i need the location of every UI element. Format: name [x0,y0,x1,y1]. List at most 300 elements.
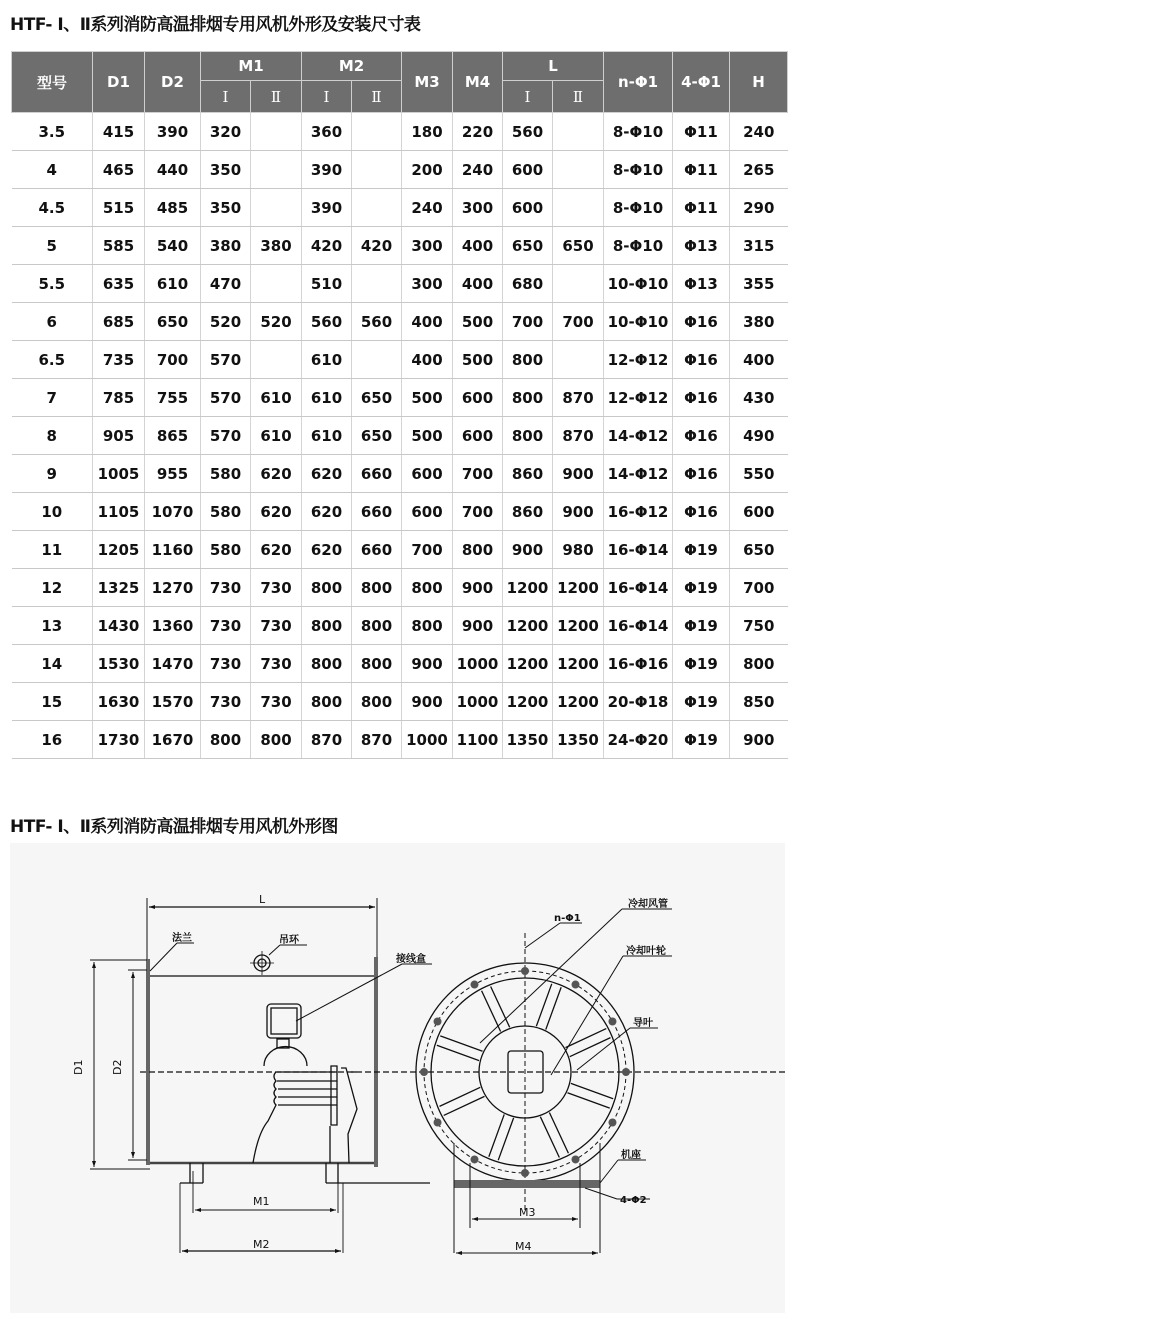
table-cell: 355 [730,265,788,303]
table-cell: 860 [503,455,553,493]
table-cell: 800 [352,645,402,683]
table-cell: 900 [553,493,604,531]
table-cell: 440 [145,151,201,189]
table-cell: 570 [201,379,251,417]
table-cell: 650 [352,417,402,455]
table-cell: 800 [352,569,402,607]
table-cell: 350 [201,151,251,189]
table-cell: 735 [93,341,145,379]
header-m1: M1 [201,52,302,81]
table-cell [553,341,604,379]
table-cell: 380 [201,227,251,265]
table-cell [553,113,604,151]
bolt-hole [608,1018,616,1026]
table-cell: 620 [302,455,352,493]
table-cell: 220 [453,113,503,151]
table-cell: 14-Φ12 [604,455,673,493]
table-cell: 660 [352,493,402,531]
table-cell: 200 [402,151,453,189]
table-cell: 800 [730,645,788,683]
table-cell: 1000 [402,721,453,759]
table-cell: 1325 [93,569,145,607]
header-4-phi1: 4-Φ1 [673,52,730,113]
table-cell: 1200 [553,645,604,683]
dim-label-d2: D2 [111,1059,124,1075]
table-cell: Φ11 [673,113,730,151]
table-cell: 800 [302,645,352,683]
table-cell [553,265,604,303]
table-cell: 660 [352,531,402,569]
header-m2-ii: Ⅱ [352,81,402,113]
table-cell: Φ11 [673,151,730,189]
bolt-hole [434,1018,442,1026]
table-cell: 16-Φ14 [604,531,673,569]
side-view [90,898,785,1253]
table-cell [352,151,402,189]
table-cell: 730 [251,607,302,645]
table-cell: 240 [402,189,453,227]
guide-vane-line [482,991,501,1032]
table-row [12,455,788,493]
table-cell: 800 [503,379,553,417]
table-cell: 870 [553,379,604,417]
table-cell: 8-Φ10 [604,189,673,227]
table-cell: 800 [402,607,453,645]
table-cell: 800 [251,721,302,759]
table-cell: 1105 [93,493,145,531]
dim-label-m4: M4 [515,1240,532,1253]
table-cell: 600 [453,379,503,417]
table-cell: 585 [93,227,145,265]
label-n-phi1: n-Φ1 [554,913,581,924]
table-cell: 560 [503,113,553,151]
table-cell: 580 [201,531,251,569]
table-cell: 900 [503,531,553,569]
header-d1: D1 [93,52,145,113]
table-cell: 730 [201,607,251,645]
table-cell: 620 [302,493,352,531]
guide-vane-line [549,1112,568,1153]
table-cell: 1470 [145,645,201,683]
table-cell: 180 [402,113,453,151]
header-n-phi1: n-Φ1 [604,52,673,113]
table-cell: 860 [503,493,553,531]
guide-vane-line [444,1096,485,1115]
table-cell: 1270 [145,569,201,607]
table-cell: 700 [453,455,503,493]
table-cell: 700 [503,303,553,341]
table-cell: 390 [145,113,201,151]
table-cell: Φ13 [673,227,730,265]
table-cell: 520 [201,303,251,341]
table-cell: Φ16 [673,417,730,455]
table-cell: 610 [302,417,352,455]
table-cell: 560 [352,303,402,341]
table-cell: 500 [453,341,503,379]
table-cell: 8-Φ10 [604,113,673,151]
table-cell [553,151,604,189]
table-cell: 1670 [145,721,201,759]
table-cell: 16-Φ14 [604,607,673,645]
table-cell: 800 [352,607,402,645]
table-cell: Φ16 [673,379,730,417]
table-cell: 755 [145,379,201,417]
table-cell: 700 [453,493,503,531]
table-title: HTF- Ⅰ、Ⅱ系列消防高温排烟专用风机外形及安装尺寸表 [10,15,421,35]
table-cell: 730 [251,683,302,721]
cell-model: 7 [12,379,93,417]
table-cell: 580 [201,493,251,531]
table-cell: 730 [201,569,251,607]
table-cell: 500 [453,303,503,341]
table-cell: 400 [402,303,453,341]
table-cell: 600 [730,493,788,531]
table-cell: 510 [302,265,352,303]
header-d2: D2 [145,52,201,113]
table-cell: 650 [145,303,201,341]
table-cell: 570 [201,341,251,379]
guide-vane-line [540,1117,559,1158]
table-cell: 620 [251,455,302,493]
table-row [12,189,788,227]
table-cell: 560 [302,303,352,341]
table-cell: 900 [402,683,453,721]
table-cell: 905 [93,417,145,455]
header-l-ii: Ⅱ [553,81,604,113]
table-cell: Φ13 [673,265,730,303]
table-cell [251,151,302,189]
table-cell: 240 [730,113,788,151]
table-cell: 570 [201,417,251,455]
table-cell: 865 [145,417,201,455]
table-cell: 610 [251,417,302,455]
fan-outline-drawing [10,843,785,1313]
table-cell: 1160 [145,531,201,569]
drawing-canvas [10,843,785,1313]
table-cell: 700 [553,303,604,341]
table-cell: 1630 [93,683,145,721]
table-row [12,721,788,759]
table-row [12,227,788,265]
table-cell [553,189,604,227]
table-cell: 1000 [453,645,503,683]
table-cell: 240 [453,151,503,189]
table-cell: 1200 [553,683,604,721]
table-cell: 14-Φ12 [604,417,673,455]
table-cell: 470 [201,265,251,303]
table-cell: 400 [453,265,503,303]
table-cell: 8-Φ10 [604,151,673,189]
cell-model: 15 [12,683,93,721]
table-cell: 900 [453,607,503,645]
label-junction-box: 接线盒 [396,954,426,965]
table-cell: 380 [251,227,302,265]
table-cell: 1350 [503,721,553,759]
table-cell: Φ16 [673,493,730,531]
table-cell: 360 [302,113,352,151]
table-row [12,493,788,531]
table-cell: 900 [453,569,503,607]
table-cell: 390 [302,151,352,189]
table-cell: 1430 [93,607,145,645]
guide-vane-line [570,1038,611,1057]
table-cell: 610 [302,341,352,379]
guide-vane-line [440,1087,481,1106]
table-cell: 850 [730,683,788,721]
cell-model: 8 [12,417,93,455]
bolt-hole [420,1068,428,1076]
table-cell: 1200 [553,607,604,645]
table-cell: 955 [145,455,201,493]
table-cell: 700 [730,569,788,607]
table-cell: Φ19 [673,645,730,683]
table-cell: 800 [302,683,352,721]
table-cell: 500 [402,417,453,455]
label-4-phi2: 4-Φ2 [620,1195,647,1206]
figure-title: HTF- Ⅰ、Ⅱ系列消防高温排烟专用风机外形图 [10,817,338,837]
table-cell: 800 [503,341,553,379]
table-cell: 485 [145,189,201,227]
table-row [12,379,788,417]
table-cell: 700 [145,341,201,379]
table-cell: 8-Φ10 [604,227,673,265]
table-cell [352,189,402,227]
header-m2: M2 [302,52,402,81]
cell-model: 13 [12,607,93,645]
table-cell: 980 [553,531,604,569]
table-cell: 420 [302,227,352,265]
table-cell: 680 [503,265,553,303]
table-cell: 785 [93,379,145,417]
table-cell: 800 [201,721,251,759]
table-cell: Φ19 [673,721,730,759]
header-m2-i: Ⅰ [302,81,352,113]
table-cell: 600 [402,493,453,531]
table-cell: 12-Φ12 [604,341,673,379]
table-cell: 300 [453,189,503,227]
table-cell: 900 [402,645,453,683]
cell-model: 6 [12,303,93,341]
header-l-i: Ⅰ [503,81,553,113]
table-cell: 320 [201,113,251,151]
table-cell: 1530 [93,645,145,683]
label-base: 机座 [621,1150,641,1161]
table-cell: 550 [730,455,788,493]
table-cell: 600 [402,455,453,493]
table-cell: 610 [251,379,302,417]
label-cooling-duct: 冷却风管 [628,899,668,910]
table-row [12,683,788,721]
dim-label-m1: M1 [253,1195,270,1208]
table-cell: 620 [251,531,302,569]
table-cell: 800 [302,569,352,607]
table-cell: 315 [730,227,788,265]
table-cell: 610 [145,265,201,303]
table-cell: 1570 [145,683,201,721]
table-cell: 870 [553,417,604,455]
cell-model: 14 [12,645,93,683]
bolt-hole [471,981,479,989]
table-cell: Φ16 [673,341,730,379]
header-model: 型号 [12,52,93,113]
table-cell: 1205 [93,531,145,569]
bolt-hole [622,1068,630,1076]
cell-model: 9 [12,455,93,493]
cell-model: 10 [12,493,93,531]
table-cell: 610 [302,379,352,417]
table-cell: 265 [730,151,788,189]
table-cell: 730 [201,683,251,721]
table-row [12,569,788,607]
table-cell [352,113,402,151]
dim-label-d1: D1 [72,1059,85,1075]
table-cell: Φ19 [673,569,730,607]
table-cell: 1200 [503,645,553,683]
table-cell: 700 [402,531,453,569]
label-flange: 法兰 [172,933,192,944]
table-row [12,417,788,455]
table-cell: 500 [402,379,453,417]
table-cell: 650 [352,379,402,417]
table-cell: Φ16 [673,455,730,493]
table-cell: 520 [251,303,302,341]
table-cell: 800 [402,569,453,607]
dim-label-l: L [259,893,266,906]
table-cell: 870 [352,721,402,759]
table-cell: 685 [93,303,145,341]
table-cell [251,265,302,303]
table-cell: 1360 [145,607,201,645]
table-row [12,303,788,341]
table-cell: 540 [145,227,201,265]
table-cell: 350 [201,189,251,227]
cell-model: 12 [12,569,93,607]
table-cell [251,189,302,227]
table-cell: 415 [93,113,145,151]
table-cell: 800 [352,683,402,721]
table-cell: 24-Φ20 [604,721,673,759]
table-cell: 800 [503,417,553,455]
table-cell: 10-Φ10 [604,265,673,303]
label-lifting-ring: 吊环 [279,935,299,946]
table-cell: 650 [730,531,788,569]
table-cell: 600 [503,189,553,227]
table-cell: 1200 [503,683,553,721]
table-cell: 800 [302,607,352,645]
label-guide-vane: 导叶 [633,1018,653,1029]
table-cell: Φ11 [673,189,730,227]
label-cooling-impeller: 冷却叶轮 [626,946,666,957]
table-cell: 650 [503,227,553,265]
dim-label-m2: M2 [253,1238,270,1251]
table-cell: 900 [553,455,604,493]
table-cell: 620 [302,531,352,569]
bolt-hole [471,1155,479,1163]
dim-label-m3: M3 [519,1206,536,1219]
cell-model: 3.5 [12,113,93,151]
table-cell: 580 [201,455,251,493]
table-cell: 1000 [453,683,503,721]
table-cell: 1070 [145,493,201,531]
table-cell [352,265,402,303]
table-cell: 600 [453,417,503,455]
cell-model: 11 [12,531,93,569]
table-cell: 380 [730,303,788,341]
table-cell: 730 [251,645,302,683]
table-cell: 390 [302,189,352,227]
bolt-hole [521,1169,529,1177]
table-cell: Φ16 [673,303,730,341]
dimension-table [11,51,788,759]
bolt-hole [572,981,580,989]
table-cell: 420 [352,227,402,265]
header-m4: M4 [453,52,503,113]
table-cell: 730 [201,645,251,683]
table-row [12,113,788,151]
table-cell: 10-Φ10 [604,303,673,341]
table-cell: Φ19 [673,607,730,645]
table-cell: 20-Φ18 [604,683,673,721]
table-cell: 1100 [453,721,503,759]
bolt-hole [434,1119,442,1127]
table-row [12,151,788,189]
cell-model: 4.5 [12,189,93,227]
table-cell: 400 [453,227,503,265]
cell-model: 5 [12,227,93,265]
table-cell: Φ19 [673,683,730,721]
header-m1-i: Ⅰ [201,81,251,113]
table-cell: 620 [251,493,302,531]
table-cell: 900 [730,721,788,759]
bolt-hole [608,1119,616,1127]
table-cell: 600 [503,151,553,189]
table-cell [352,341,402,379]
header-m1-ii: Ⅱ [251,81,302,113]
table-cell: 400 [730,341,788,379]
table-row [12,341,788,379]
table-cell: 800 [453,531,503,569]
table-cell: 635 [93,265,145,303]
table-row [12,607,788,645]
guide-vane-line [565,1029,606,1048]
guide-vane-line [491,987,510,1028]
table-body [12,113,788,759]
table-cell: 1005 [93,455,145,493]
bolt-hole [572,1155,580,1163]
table-cell: Φ19 [673,531,730,569]
table-cell: 1200 [503,569,553,607]
table-cell: 300 [402,265,453,303]
table-cell: 1200 [503,607,553,645]
table-cell: 465 [93,151,145,189]
table-cell [251,341,302,379]
table-cell: 490 [730,417,788,455]
table-cell [251,113,302,151]
header-h: H [730,52,788,113]
table-cell: 650 [553,227,604,265]
header-l: L [503,52,604,81]
table-cell: 16-Φ14 [604,569,673,607]
cell-model: 6.5 [12,341,93,379]
table-cell: 515 [93,189,145,227]
table-cell: 290 [730,189,788,227]
table-row [12,645,788,683]
table-row [12,265,788,303]
table-cell: 16-Φ16 [604,645,673,683]
header-m3: M3 [402,52,453,113]
table-row [12,531,788,569]
bolt-hole [521,967,529,975]
